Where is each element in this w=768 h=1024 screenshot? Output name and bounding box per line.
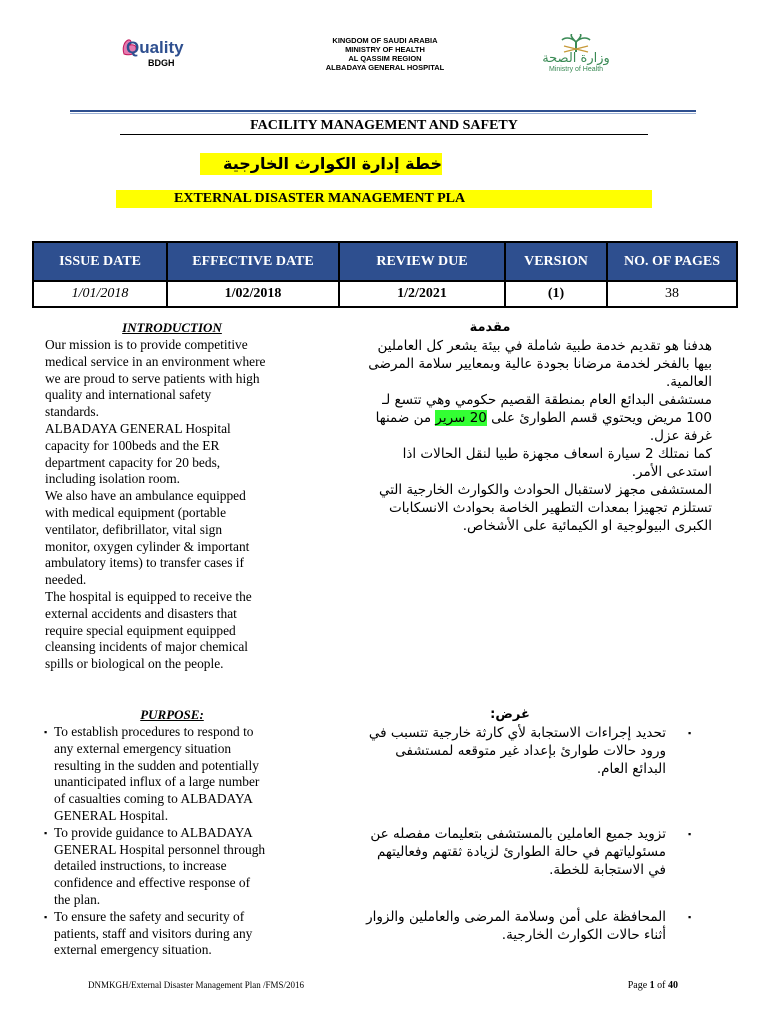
intro-ar-line: كما نمتلك 2 سيارة اسعاف مجهزة طبيا لنقل الحالات اذا: [402, 446, 712, 462]
intro-ar-line: الكبرى البيولوجية او الكيمائية على الأشخاص.: [462, 518, 712, 534]
purpose-line: resulting in the sudden and potentially: [54, 757, 259, 773]
purpose-line: To ensure the safety and security of: [54, 908, 245, 924]
intro-ar-line: مستشفى البدائع العام بمنطقة القصيم حكومي وهي تتسع لـ: [382, 392, 712, 408]
document-info-table: [32, 241, 738, 308]
palm-swords-icon: [558, 34, 594, 54]
intro-line: ventilator, defibrillator, vital sign: [45, 521, 223, 537]
list-item: [44, 825, 314, 909]
cell-no-of-pages: 38: [607, 281, 737, 307]
intro-line: capacity for 100beds and the ER: [45, 437, 220, 453]
intro-line: ambulatory items) to transfer cases if: [45, 555, 244, 571]
purpose-line: the plan.: [54, 891, 101, 907]
intro-ar-line: استدعى الأمر.: [631, 464, 712, 480]
intro-ar-fragment: 100 مريض ويحتوي قسم الطوارئ على: [486, 410, 712, 426]
purpose-ar-item: [318, 724, 666, 778]
cell-effective-date: 1/02/2018: [167, 281, 339, 307]
purpose-ar-item: [318, 908, 666, 944]
intro-line: The hospital is equipped to receive the: [45, 588, 252, 604]
intro-ar-fragment: من ضمنها: [375, 410, 436, 426]
purpose-line: detailed instructions, to increase: [54, 858, 227, 874]
header-review-due: REVIEW DUE: [339, 242, 505, 281]
purpose-heading-ar: غرض:: [490, 707, 530, 722]
purpose-heading: PURPOSE:: [140, 707, 204, 722]
intro-ar-line: العالمية.: [665, 374, 712, 390]
intro-line: quality and international safety: [45, 387, 212, 403]
page-label: Page: [627, 980, 648, 991]
intro-ar-line: هدفنا هو تقديم خدمة طبية شاملة في بيئة يشعر كل العاملين: [377, 338, 712, 354]
intro-line: with medical equipment (portable: [45, 504, 227, 520]
bullet-icon: ▪: [44, 727, 48, 737]
introduction-ar-text: [318, 337, 712, 535]
header-issue-date: ISSUE DATE: [33, 242, 167, 281]
intro-line: spills or biological on the people.: [45, 656, 224, 672]
moh-logo-ar: وزارة الصحة: [542, 51, 610, 66]
beds-highlight: 20 سرير: [435, 410, 487, 426]
header-line: AL QASSIM REGION: [348, 54, 422, 63]
hospital-header: [280, 36, 490, 72]
purpose-ar-line: تحديد إجراءات الاستجابة لأي كارثة خارجية تتسبب في: [368, 725, 666, 741]
arabic-title: خطة إدارة الكوارث الخارجية: [200, 153, 442, 175]
purpose-line: any external emergency situation: [54, 740, 232, 756]
intro-line: ALBADAYA GENERAL Hospital: [45, 420, 231, 436]
header-no-of-pages: NO. OF PAGES: [607, 242, 737, 281]
intro-line: require special equipment equipped: [45, 622, 236, 638]
moh-logo-en: Ministry of Health: [548, 66, 604, 73]
purpose-ar-line: أثناء حالات الكوارث الخارجية.: [501, 927, 666, 943]
intro-ar-line: بيها بالفخر لخدمة مرضانا بجودة عالية وبمعايير سلامة المرضى: [368, 356, 712, 372]
intro-ar-line: تستلزم تجهيزا بمعدات التطهير الخاصة بحوادث الانسكابات: [389, 500, 712, 516]
quality-logo: [120, 30, 220, 70]
bullet-icon: ▪: [44, 911, 48, 922]
table-header-row: [33, 242, 737, 281]
purpose-line: GENERAL Hospital.: [54, 807, 169, 823]
cell-version: (1): [505, 281, 607, 307]
purpose-ar-line: في الاستجابة للخطة.: [549, 862, 666, 878]
purpose-ar-line: تزويد جميع العاملين بالمستشفى بتعليمات مفصله عن: [370, 826, 666, 842]
purpose-line: confidence and effective response of: [54, 875, 251, 891]
intro-ar-line: المستشفى مجهز لاستقبال الحوادث والكوارث الخارجية التي: [378, 482, 712, 498]
document-reference: DNMKGH/External Disaster Management Plan /FMS/2016: [88, 980, 304, 990]
purpose-ar-line: ورود حالات طوارئ بإعداد غير متوقعه لمستشفى: [395, 743, 666, 759]
cell-review-due: 1/2/2021: [339, 281, 505, 307]
intro-line: Our mission is to provide competitive: [45, 337, 248, 352]
header-effective-date: EFFECTIVE DATE: [167, 242, 339, 281]
page-number: [628, 980, 678, 991]
purpose-line: To establish procedures to respond to: [54, 724, 254, 739]
page-current: 1: [649, 980, 655, 991]
intro-ar-line: [318, 409, 712, 427]
purpose-ar-line: البدائع العام.: [596, 761, 666, 777]
header-line: MINISTRY OF HEALTH: [345, 45, 425, 54]
purpose-en-list: [44, 724, 314, 959]
intro-line: We also have an ambulance equipped: [45, 488, 246, 504]
introduction-en-text: [45, 337, 315, 673]
intro-line: department capacity for 20 beds,: [45, 454, 221, 470]
intro-line: cleansing incidents of major chemical: [45, 639, 249, 655]
purpose-line: of casualties coming to ALBADAYA: [54, 791, 253, 807]
title-underline: [120, 134, 648, 135]
bullet-icon: ▪: [688, 829, 692, 839]
bullet-icon: ▪: [44, 827, 48, 838]
purpose-ar-item: [318, 825, 666, 879]
list-item: [44, 909, 314, 959]
moh-logo: [528, 34, 624, 74]
table-row: [33, 281, 737, 307]
purpose-line: unanticipated influx of a large number: [54, 774, 260, 790]
bullet-icon: ▪: [688, 912, 692, 922]
intro-line: medical service in an environment where: [45, 353, 266, 369]
bullet-icon: ▪: [688, 728, 692, 738]
intro-line: external accidents and disasters that: [45, 605, 237, 621]
quality-logo-sub: BDGH: [148, 58, 175, 68]
intro-line: monitor, oxygen cylinder & important: [45, 538, 250, 554]
page-title: FACILITY MANAGEMENT AND SAFETY: [250, 118, 518, 133]
header-version: VERSION: [505, 242, 607, 281]
intro-ar-line: غرفة عزل.: [649, 428, 712, 444]
english-subtitle: EXTERNAL DISASTER MANAGEMENT PLA: [116, 190, 652, 208]
purpose-line: patients, staff and visitors during any: [54, 925, 253, 941]
list-item: [44, 724, 314, 825]
page-total: 40: [668, 980, 678, 991]
header-divider: [70, 110, 696, 112]
purpose-ar-line: المحافظة على أمن وسلامة المرضى والعاملين والزوار: [366, 909, 666, 925]
header-divider-thin: [70, 113, 696, 114]
intro-line: needed.: [45, 572, 87, 588]
introduction-heading: INTRODUCTION: [122, 320, 222, 335]
quality-logo-text: Quality: [126, 38, 184, 57]
purpose-line: To provide guidance to ALBADAYA: [54, 824, 253, 840]
purpose-ar-line: مسئولياتهم في حالة الطوارئ لزيادة ثقتهم وفعاليتهم: [376, 844, 666, 860]
intro-line: we are proud to serve patients with high: [45, 370, 260, 386]
intro-line: including isolation room.: [45, 471, 181, 487]
purpose-line: external emergency situation.: [54, 942, 212, 958]
introduction-heading-ar: مقدمة: [469, 320, 511, 335]
header-line: KINGDOM OF SAUDI ARABIA: [332, 36, 438, 45]
purpose-line: GENERAL Hospital personnel through: [54, 841, 266, 857]
page-of: of: [657, 980, 666, 991]
intro-line: standards.: [45, 404, 99, 420]
header-line: ALBADAYA GENERAL HOSPITAL: [325, 63, 445, 72]
cell-issue-date: 1/01/2018: [33, 281, 167, 307]
page-footer: [88, 980, 684, 990]
